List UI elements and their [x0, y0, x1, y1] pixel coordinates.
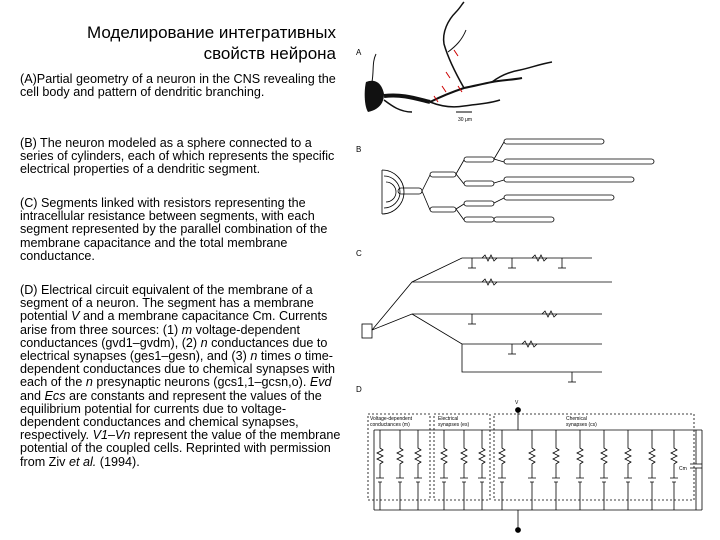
header-electrical-2: synapses (es) [438, 422, 470, 428]
panel-d-label: D [356, 385, 362, 394]
header-chemical: Chemical [566, 416, 587, 422]
panel-a-label: A [356, 48, 362, 57]
paragraph-c: (C) Segments linked with resistors representing the intracellular resistance between segments, with each segment represented by the parallel combination of the membrane capacitance and the total membrane conductance. [20, 196, 328, 263]
header-electrical: Electrical [438, 416, 459, 422]
panel-a-neuron-drawing [356, 2, 552, 123]
scale-bar-label: 30 μm [458, 117, 472, 123]
paragraph-d: (D) Electrical circuit equivalent of the membrane of a segment of a neuron. The segment has a membrane potential V and a membrane capacitance Cm. Currents arise from three sources: (1) m voltage-dependent conductances (gvd1–gvdm), (2) n conductances due to electrical synapses (ges1–gesn), and (3) n times o time-dependent conductances due to chemical synapses with each of the n presynaptic neurons (gcs1,1–gcsn,o). Evd and Ecs are constants and represent the values of the equilibrium potential for currents due to voltage-dependent conductances and chemical synapses, respectively. V1–Vn represent the value of the membrane potential of the coupled cells. Reprinted with permission from Ziv et al. (1994). [20, 283, 341, 469]
title-line-1: Моделирование интегративных [86, 23, 336, 42]
title-line-2: свойств нейрона [203, 44, 336, 63]
cm-label: Cm [679, 466, 687, 472]
paragraph-a: (A)Partial geometry of a neuron in the CNS revealing the cell body and pattern of dendritic branching. [20, 72, 336, 100]
v-terminal-label: V [515, 400, 519, 406]
header-voltage-dependent: Voltage-dependent [370, 416, 412, 422]
paragraph-b: (B) The neuron modeled as a sphere connected to a series of cylinders, each of which represents the specific electrical properties of a dendritic segment. [20, 136, 335, 177]
panel-b-label: B [356, 145, 362, 154]
slide-title [36, 22, 336, 64]
header-chemical-2: synapses (cs) [566, 422, 597, 428]
header-voltage-dependent-2: conductances (m) [370, 422, 410, 428]
panel-b-cylinders [356, 139, 654, 222]
panel-c-label: C [356, 249, 362, 258]
neuron-model-figure [352, 0, 720, 540]
panel-c-network [356, 249, 612, 382]
panel-d-circuit [356, 385, 702, 533]
